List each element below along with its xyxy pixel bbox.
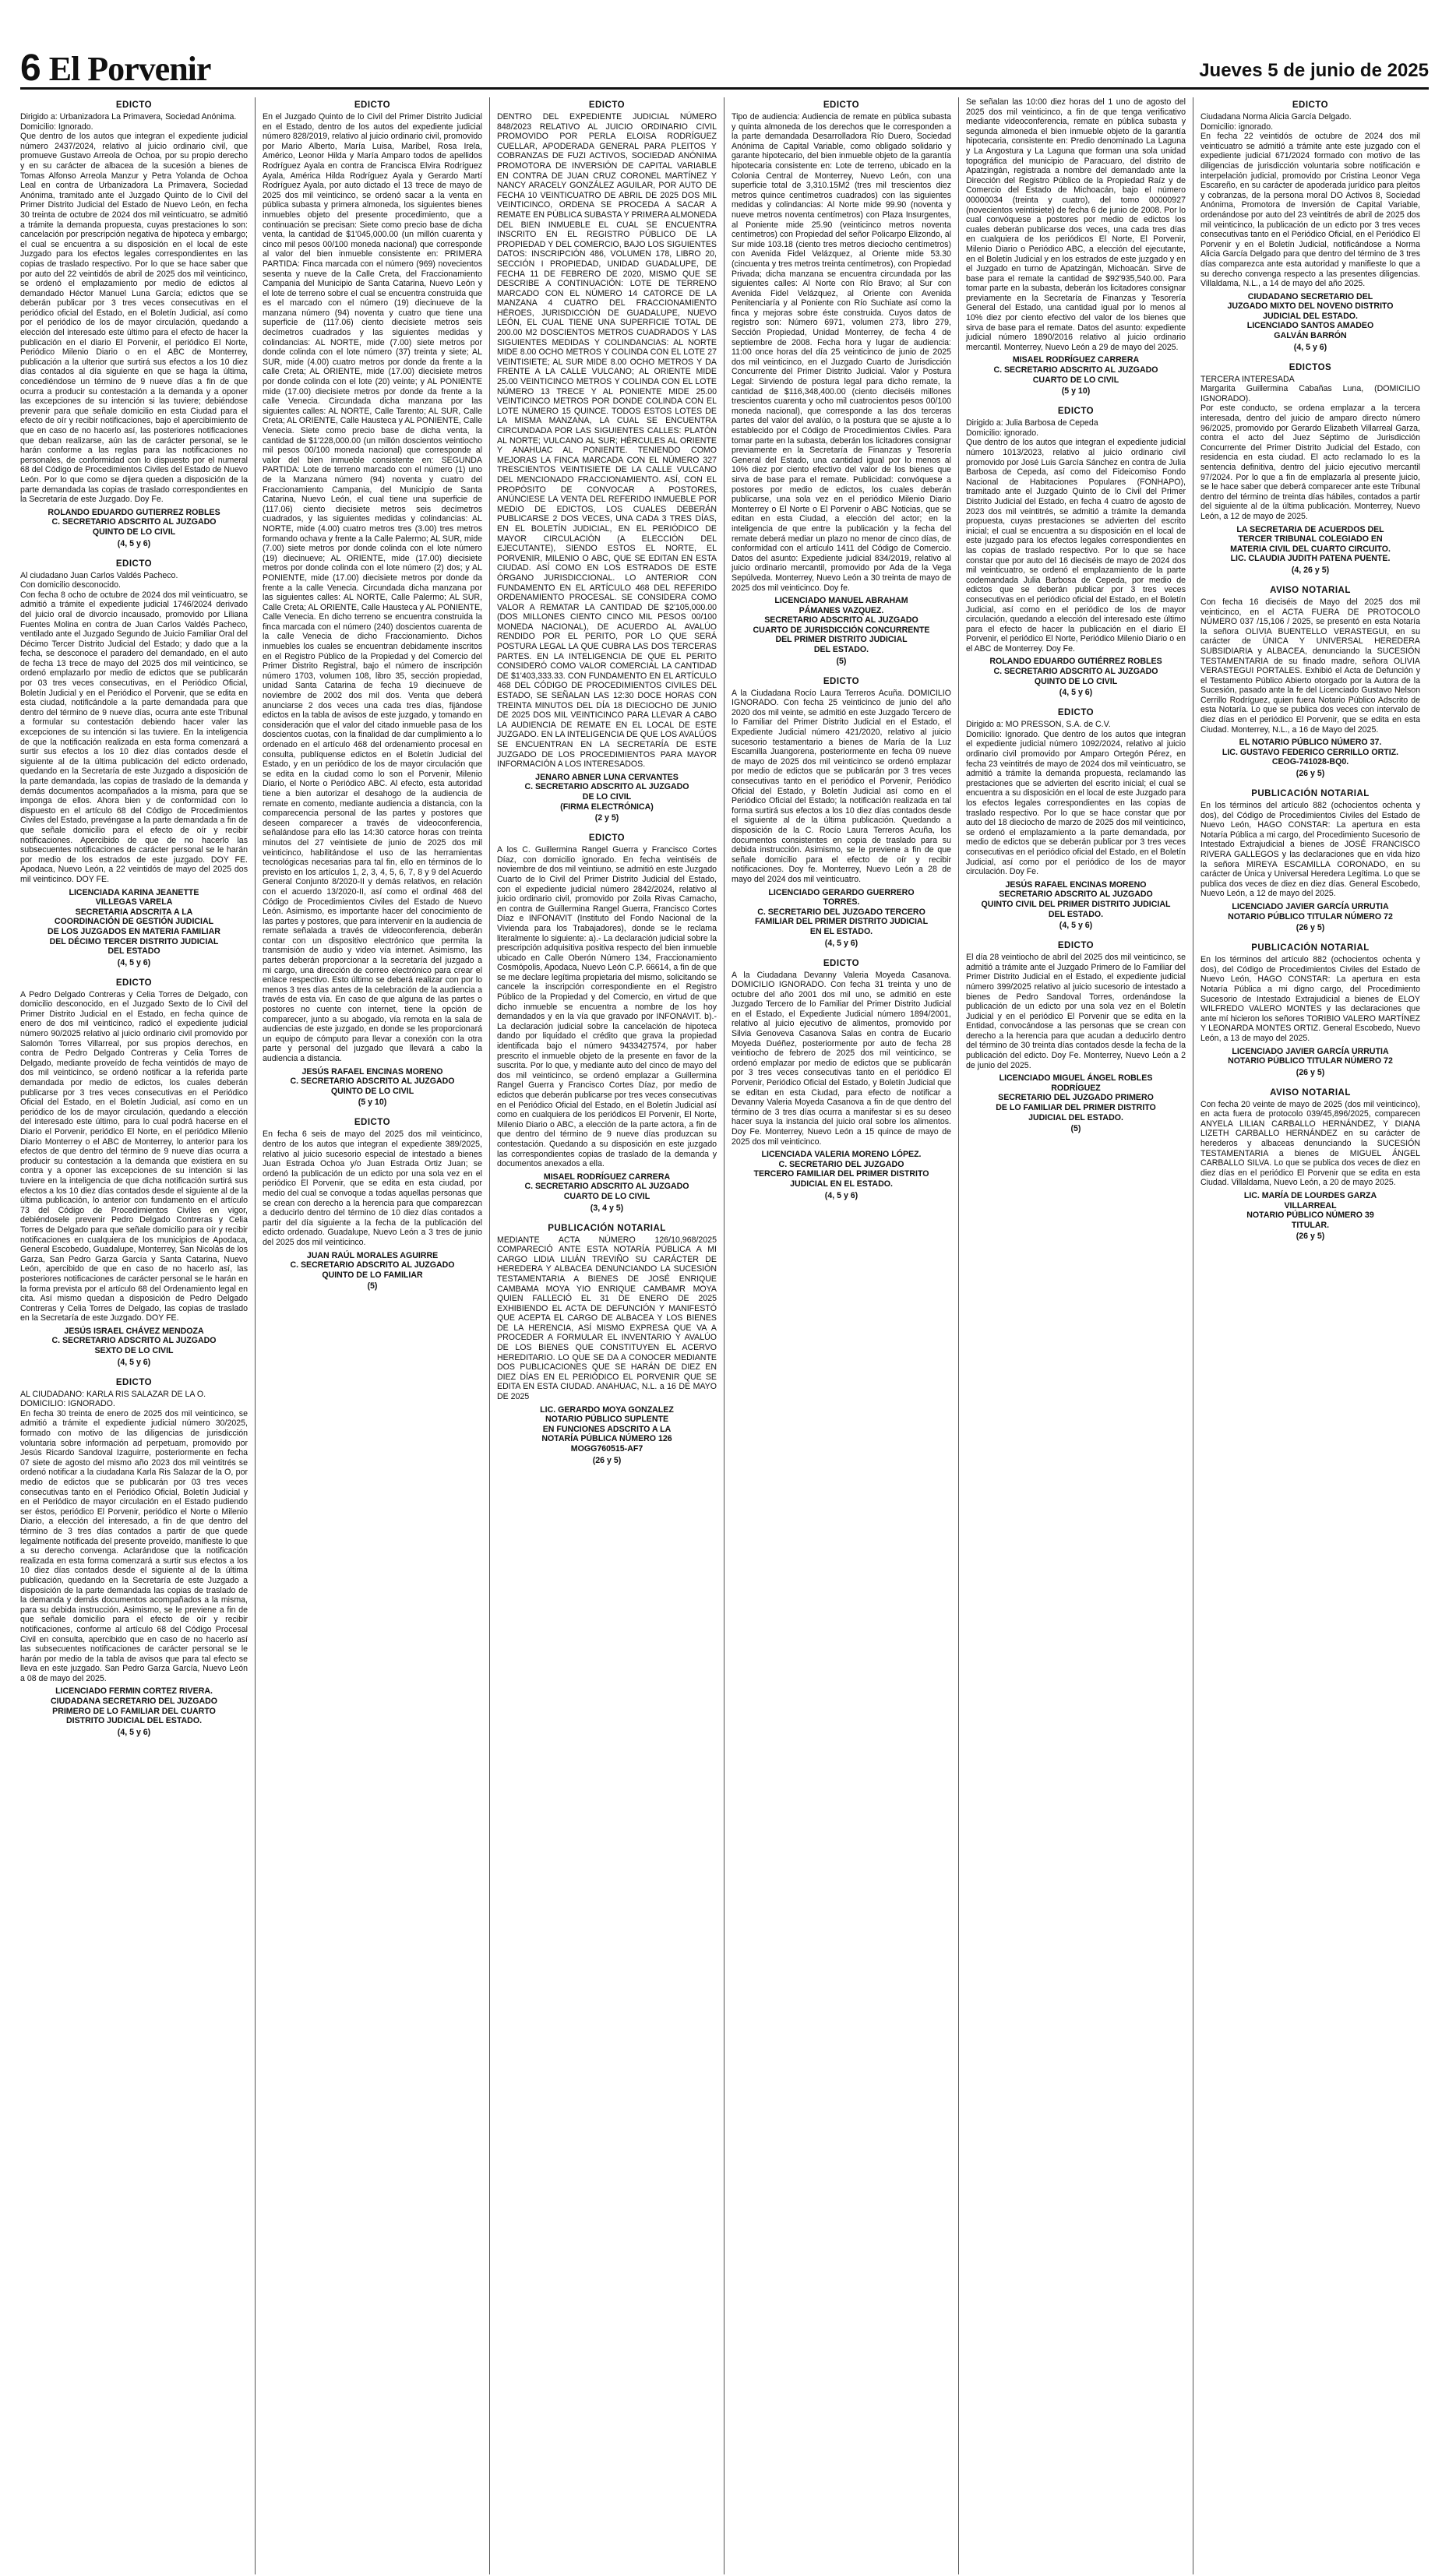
legal-notice [1200,943,1420,1077]
legal-notice [497,1224,717,1465]
legal-notice [966,708,1186,930]
notice-title: EDICTO [823,100,860,110]
notice-body: En los términos del artículo 882 (ochocientos ochenta y dos), del Código de Procedimientos Civiles del Estado de Nuevo León, HAGO CONSTAR: La apertura en esta Notaría Pública a mi digno cargo, del Procedimiento Sucesorio de Intestado Extrajudicial a bienes de ELOY WILFREDO VALERO MONTES y las declaraciones que ante mí hicieron los señores TORIBIO VALERO MARTÍNEZ Y LEONARDA MONTES ORTIZ. General Escobedo, Nuevo León, a 13 de mayo del 2025. [1200,955,1420,1043]
notice-title: EDICTO [354,100,391,110]
notice-column [255,97,489,2574]
notice-publication-ref: (3, 4 y 5) [590,1203,624,1213]
notice-signature: LIC. GERARDO MOYA GONZALEZ NOTARIO PÚBLICO SUPLENTE EN FUNCIONES ADSCRITO A LA NOTARÍA PÚBLICA NÚMERO 126 MOGG760515-AF7 [540,1404,674,1454]
legal-notice [20,1378,248,1737]
legal-notice [1200,363,1420,575]
notice-column [724,97,958,2574]
notice-signature: LICENCIADO GERARDO GUERRERO TORRES. C. SECRETARIO DEL JUZGADO TERCERO FAMILIAR DEL PRIMER DISTRITO JUDICIAL EN EL ESTADO. [754,887,929,936]
notice-body: A la Ciudadana Rocío Laura Terreros Acuña. DOMICILIO IGNORADO. Con fecha 25 veinticinco de junio del año 2020 dos mil veinte, se admitió en este Juzgado Tercero de lo Familiar del Primer Distrito Judicial en el Estado, el Expediente Judicial número 421/2020, relativo al juicio sucesorio testamentario a bienes de María de la Luz Escamilla Juangorena, posteriormente en fecha 09 nueve de mayo de 2025 dos mil veinticinco se ordenó emplazar por medio de edictos que se publicarán por 3 tres veces consecutivas tanto en el periódico el Porvenir, Periódico Oficial del Estado, y Boletín Judicial así como en el Periódico Oficial del Estado; la notificación realizada en tal forma surtirá sus efectos a los 10 diez días contados desde el siguiente al de la última publicación. Quedando a disposición de la C. Rocío Laura Terreros Acuña, los documentos consistentes en copia de traslado para su debida instrucción. Asimismo, se le previene a fin de que señale domicilio para el efecto de oír y recibir notificaciones. Doy fe. Monterrey, Nuevo León a 28 de mayo del 2024 dos mil veinticuatro. [732,688,951,884]
legal-notice [20,559,248,967]
notice-signature: MISAEL RODRÍGUEZ CARRERA C. SECRETARIO ADSCRITO AL JUZGADO CUARTO DE LO CIVIL [524,1172,689,1201]
notice-body: Tipo de audiencia: Audiencia de remate en pública subasta y quinta almoneda de los derechos que le corresponden a la parte demandada Desarrolladora Río Duero, Sociedad Anónima de Capital Variable, como obligado solidario y garante hipotecario, del bien inmueble objeto de la garantía hipotecaria consistente en: Lote de terreno, ubicado en la Colonia Central de Monterrey, Nuevo León, con una superficie total de 3,310.15M2 (tres mil trescientos diez metros quince centímetros cuadrados) con las siguientes medidas y colindancias: Al Norte mide 99.90 (noventa y nueve metros noventa centímetros) con Plaza Insurgentes, al Poniente mide 25.90 (veinticinco metros noventa centímetros) con Propiedad del señor Policarpo Elizondo, al Sur mide 103.18 (ciento tres metros dieciocho centímetros) con Avenida Fidel Velázquez, al Oriente mide 53.30 (cincuenta y tres metros treinta centímetros), con Propiedad Privada; dicha manzana se encuentra circundada por las siguientes calles: Al Norte con Río Bravo; al Sur con Avenida Fidel Velázquez, al Oriente con Avenida Penitenciaría y al Poniente con Río Suchiate así como la finca y mejoras sobre éste construida. Cuyos datos de registro son: Número 6971, volumen 273, libro 279, Sección Propiedad, Unidad Monterrey, de fecha 4 de septiembre de 2008. Fecha hora y lugar de audiencia: 11:00 once horas del día 25 veinticinco de junio de 2025 dos mil veinticinco, en el Juzgado Cuarto de Jurisdicción Concurrente del Primer Distrito Judicial. Valor y Postura Legal: Sirviendo de postura legal para dicho remate, la cantidad de $116,348,400.00 (ciento dieciséis millones trescientos cuarenta y ocho mil cuatrocientos pesos 00/100 moneda nacional), que corresponde a las dos terceras partes del valor del avalúo, o la postura que se ajuste a lo establecido por el Código de Procedimientos Civiles. Para tomar parte en la subasta, deberán los licitadores consignar previamente en la Secretaría de Finanzas y Tesorería General del Estado, una cantidad igual por lo menos al 10% diez por ciento efectivo del valor de los bienes que sirva de base para el remate. Publicidad: convóquese a postores por medio de edictos, los cuales deberán publicarse, una sola vez en el periódico Milenio Diario Monterrey o El Norte o El Porvenir o ABC Noticias, que se editan en esta Ciudad, a elección del actor; en la inteligencia de que entre la publicación y la fecha del remate deberá mediar un plazo no menor de cinco días, de conformidad con el artículo 1411 del Código de Comercio. Datos del asunto: Expediente judicial 834/2019, relativo al juicio ordinario mercantil, promovido por Ada de la Vega Sepúlveda. Monterrey, Nuevo León a 30 treinta de mayo de 2025 dos mil veinticinco. Doy fe. [732,112,951,593]
notice-signature: JUAN RAÚL MORALES AGUIRRE C. SECRETARIO ADSCRITO AL JUZGADO QUINTO DE LO FAMILIAR [290,1250,455,1280]
notice-title: AVISO NOTARIAL [1270,1087,1351,1098]
legal-notice [497,833,717,1212]
legal-notice [732,677,951,948]
notice-title: AVISO NOTARIAL [1270,585,1351,595]
newspaper-logo: El Porvenir [48,50,211,88]
legal-notice [966,941,1186,1133]
notice-body: Se señalan las 10:00 diez horas del 1 uno de agosto del 2025 dos mil veinticinco, a fin de que tenga verificativo mediante videoconferencia, remate en pública subasta y segunda almoneda el bien inmueble objeto de la garantía hipotecaria, consistente en: Predio denominado La Laguna y La Angostura y La Laguna que forman una sola unidad topográfica del municipio de Paracuaro, del distrito de Apatzingán, registrada a nombre del demandado ante la Dirección del Registro Público de la Propiedad Raíz y de Comercio del Estado de Michoacán, bajo el número 00000034 (treinta y cuatro), del tomo 00000927 (novecientos veintisiete) de fecha 6 de junio de 2008. Por lo cual convóquese a postores por medio de edictos los cuales deberán publicarse dos veces, una cada tres días en cualquiera de los periódicos El Norte, El Porvenir, Milenio Diario o Periódico ABC, a elección del ejecutante, en el Boletín Judicial y en los estrados de este juzgado y en el Juzgado en turno de Apatzingán, Michoacán. Sirve de base para el remate la cantidad de $92'935,540.00. Para tomar parte en la subasta, deberán los licitadores consignar previamente en la Secretaría de Finanzas y Tesorería General del Estado, una cantidad igual por lo menos al 10% diez por ciento efectivo del valor de los bienes que sirva de base para el remate. Datos del asunto: expediente judicial número 1890/2016 relativo al juicio ordinario mercantil. Monterrey, Nuevo León a 29 de mayo del 2025. [966,97,1186,352]
notice-signature: JESÚS RAFAEL ENCINAS MORENO SECRETARIO ADSCRITO AL JUZGADO QUINTO CIVIL DEL PRIMER DISTRITO JUDICIAL DEL ESTADO. [981,879,1171,919]
notice-signature: CIUDADANO SECRETARIO DEL JUZGADO MIXTO DEL NOVENO DISTRITO JUDICIAL DEL ESTADO. LICENCIADO SANTOS AMADEO GALVÁN BARRÓN [1227,291,1394,341]
notice-body: Con fecha 16 dieciséis de Mayo del 2025 dos mil veinticinco, en el ACTA FUERA DE PROTOCOLO NÚMERO 037 /15,106 / 2025, se presentó en esta Notaría la señora OLIVIA BUENTELLO VERASTEGUI, en su carácter de ÚNICA Y UNIVERSAL HEREDERA SUBSIDIARIA y ALBACEA, denunciando la SUCESIÓN TESTAMENTARIA de su finado madre, señora OLIVIA VERASTEGUI PORTALES. Exhibió el Acta de Defunción y el Testamento Público Abierto otorgado por la Autora de la Sucesión, pasado ante la fe del Licenciado Gustavo Nelson Cerrillo Rodríguez, quien fuera Notario Público Adscrito de esta Notaría. Lo que se publica dos veces con intervalo de diez días en el periódico El Porvenir, que se edita en esta Ciudad. Monterrey, N.L., a 16 de Mayo del 2025. [1200,597,1420,735]
notice-signature: EL NOTARIO PÚBLICO NÚMERO 37. LIC. GUSTAVO FEDERICO CERRILLO ORTIZ. CEOG-741028-BQ0. [1222,738,1399,767]
notice-title: PUBLICACIÓN NOTARIAL [1251,789,1370,799]
notice-body: Dirigido a: MO PRESSON, S.A. de C.V. Domicilio: Ignorado. Que dentro de los autos que integran el expediente judicial número 1092/2024, relativo al juicio ordinario civil promovido por Amparo Ortegón Pérez, en fecha 23 veintitrés de mayo de 2024 dos mil veinticuatro, se admitió a trámite la demanda propuesta, reclamando las prestaciones que se advierten del escrito inicial; el cual se encuentra a su disposición en el local de este Juzgado para los efectos legales correspondientes en las copias de traslado respectivo. Por lo que se hace constar que por auto del 18 dieciocho de marzo de 2025 dos mil veinticinco, se ordenó el emplazamiento a la parte demandada, por medio de edictos que se deberán publicar por 3 tres veces consecutivas en el periódico oficial del Estado, en el Boletín Judicial, así como por el periódico de los de mayor circulación. Doy Fe. [966,720,1186,877]
notice-body: TERCERA INTERESADA Margarita Guillermina Cabañas Luna, (DOMICILIO IGNORADO). Por este conducto, se ordena emplazar a la tercera interesada, dentro del juicio de amparo directo número 96/2025, promovido por Gerardo Elizabeth Villarreal Garza, contra el acto del Juez Séptimo de Jurisdicción Concurrente del Primer Distrito Judicial del Estado, con residencia en esta ciudad. El acto reclamado lo es la sentencia definitiva, dentro del juicio ejecutivo mercantil 97/2024. Por lo que a fin de emplazarla al presente juicio, se le hace saber que deberá comparecer ante este Tribunal dentro del término de treinta días hábiles, contados a partir del siguiente al de la última publicación. Monterrey, Nuevo León, a 12 de mayo de 2025. [1200,374,1420,521]
notice-publication-ref: (5 y 10) [358,1098,387,1108]
notice-title: EDICTO [1057,407,1095,417]
notice-title: EDICTO [354,1118,391,1128]
notice-publication-ref: (26 y 5) [592,1455,622,1465]
notice-title: EDICTO [1057,941,1095,951]
legal-notice [966,97,1186,396]
notice-title: EDICTO [115,978,153,988]
notice-title: EDICTO [115,559,153,569]
masthead-left [20,50,210,87]
notice-title: EDICTO [115,1377,153,1387]
notice-signature: LICENCIADO MIGUEL ÁNGEL ROBLES RODRÍGUEZ SECRETARIO DEL JUZGADO PRIMERO DE LO FAMILIAR DEL PRIMER DISTRITO JUDICIAL DEL ESTADO. [996,1073,1156,1122]
issue-date: Jueves 5 de junio de 2025 [1199,60,1429,81]
notice-title: EDICTO [1292,100,1329,110]
notice-column [958,97,1193,2574]
notice-signature: LICENCIADA VALERIA MORENO LÓPEZ. C. SECRETARIO DEL JUZGADO TERCERO FAMILIAR DEL PRIMER DISTRITO JUDICIAL EN EL ESTADO. [753,1150,929,1189]
notice-body: En fecha 6 seis de mayo del 2025 dos mil veinticinco, dentro de los autos que integran el expediente 389/2025, relativo al juicio sucesorio especial de intestado a bienes Juan Estrada Ochoa y/o Juan Estrada Ortiz Juan; se ordenó la publicación de un edicto por una sola vez en el periódico El Porvenir, que se edita en esta ciudad, por medio del cual se convoque a todas aquellas personas que se crean con derecho a la herencia para que comparezcan a deducirlo dentro del término de 10 diez días contados a partir del día siguiente a la fecha de la publicación del edicto ordenado. Guadalupe, Nuevo León a 3 tres de junio del 2025 dos mil veinticinco. [263,1129,482,1247]
notice-publication-ref: (5 y 10) [1061,386,1091,396]
notice-signature: MISAEL RODRÍGUEZ CARRERA C. SECRETARIO ADSCRITO AL JUZGADO CUARTO DE LO CIVIL [993,355,1158,385]
legal-notice [966,407,1186,697]
notice-publication-ref: (4, 5 y 6) [1059,688,1093,698]
notice-body: A Pedro Delgado Contreras y Celia Torres de Delgado, con domicilio desconocido, en el Juzgado Sexto de lo Civil del Primer Distrito Judicial en el Estado, en fecha quince de enero de dos mil veinticinco, radicó el expediente judicial número 90/2025 relativo al juicio ordinario civil promovido por Salomón Torres Villarreal, por sus propios derechos, en contra de Pedro Delgado Contreras y Celia Torres de Delgado, mediante proveído de fecha veintidós de mayo de dos mil veinticinco, se ordenó notificar a la referida parte demandada por medio de edictos, los cuales deberán publicarse por 3 tres veces consecutivas en el Periódico Oficial del Estado, en el Boletín Judicial, así como en un periódico de los de mayor circulación, quedando a elección del interesado este último, para lo cual podrá hacerse en el Diario el Porvenir, periódico El Norte, en el periódico Milenio Diario Monterrey o el ABC de Monterrey, lo anterior para los efectos de que dentro del término de 9 nueve días ocurra a producir su contestación a la demanda que existiera en su contra y a oponer las excepciones de su intención si las tuviere en la inteligencia de que dicha notificación surtirá sus efectos a los 10 diez días contados desde el siguiente al de la última publicación, lo anterior con fundamento en el artículo 73 del Código de Procedimientos Civiles en vigor, debiéndosele prevenir Pedro Delgado Contreras y Celia Torres de Delgado para que señale domicilio para oír y recibir notificaciones en cualquiera de los municipios de Apodaca, General Escobedo, Guadalupe, Monterrey, San Nicolás de los Garza, San Pedro Garza García y Santa Catarina, Nuevo León, apercibido de que en caso de no hacerlo así, las posteriores notificaciones de carácter personal se le harán en la forma prevista por el artículo 68 del Ordenamiento legal en cita. Así mismo quedan a disposición de Pedro Delgado Contreras y Celia Torres de Delgado, las copias de traslado en la Secretaría de este Juzgado. DOY FE. [20,989,248,1323]
notice-publication-ref: (4, 5 y 6) [117,957,151,967]
legal-notice [1200,100,1420,352]
notice-publication-ref: (26 y 5) [1296,1067,1325,1077]
page-number: 6 [20,48,41,89]
notice-publication-ref: (26 y 5) [1296,923,1325,933]
notice-column [1193,97,1427,2574]
notice-body: En el Juzgado Quinto de lo Civil del Primer Distrito Judicial en el Estado, dentro de los autos del expediente judicial número 828/2019, relativo al juicio ordinario civil, promovido por Mario Alberto, María Luisa, Maribel, Rosa Irela, Américo, Leonor Hilda y María Amparo todos de apellidos Rodríguez Ayala en contra de Francisca Elvira Rodríguez Ayala, América Hilda Rodríguez Ayala y Gerardo Martí Rodríguez Ayala, por auto dictado el 13 trece de mayo de 2025 dos mil veinticinco, se ordenó sacar a la venta en pública subasta y primera almoneda, los siguientes bienes inmuebles objeto del presente procedimiento, que a continuación se precisan: Siete como precio base de dicha venta, la cantidad de $1'045,000.00 (un millón cuarenta y cinco mil pesos 00/100 moneda nacional) que corresponde al valor del bien inmueble consistente en: PRIMERA PARTIDA: Finca marcada con el número (969) novecientos sesenta y nueve de la Calle Creta, del Fraccionamiento Campania del Municipio de Santa Catarina, Nuevo León y el lote de terreno sobre el cual se encuentra construida que es el marcado con el número (19) diecinueve de la manzana número (94) noventa y cuatro que tiene una superficie de (117.06) ciento diecisiete metros seis decímetros cuadrados y las siguientes medidas y colindancias: AL NORTE, mide (7.00) siete metros por donde colinda con el lote número (37) treinta y siete; AL SUR, mide (4.00) cuatro metros por donde da frente a la calle Creta; AL ORIENTE, mide (17.00) diecisiete metros por donde colinda con el lote (20) veinte; y AL PONIENTE mide (17.00) diecisiete metros por donde da frente a la calle Venecia. Circundada dicha manzana por las siguientes calles: AL NORTE, Calle Tarento; AL SUR, Calle Creta; AL ORIENTE, Calle Hausteca y AL PONIENTE, Calle Venecia. Siete como precio base de dicha venta, la cantidad de $1'228,000.00 (un millón doscientos veintiocho mil pesos 00/100 moneda nacional) que corresponde al valor del bien inmueble consistente en: SEGUNDA PARTIDA: Lote de terreno marcado con el número (1) uno de la Manzana número (94) noventa y cuatro del Fraccionamiento Campania, del Municipio de Santa Catarina, Nuevo León, el cual tiene una superficie de (117.06) ciento diecisiete metros seis decímetros cuadrados, y las siguientes medidas y colindancias: AL NORTE, mide (4.00) cuatro metros tres (3.00) tres metros formando ochava y frente a la Calle Palermo; AL SUR, mide (7.00) siete metros por donde colinda con el lote número (19) diecinueve; AL ORIENTE, mide (17.00) diecisiete metros por donde colinda con el lote número (2) dos; y AL PONIENTE, mide (17.00) diecisiete metros por donde da frente a la calle Venecia. Circundada dicha manzana por las siguientes calles: AL NORTE, Calle Palermo; AL SUR, Calle Creta; AL ORIENTE, Calle Hausteca y AL PONIENTE, Calle Venecia. En dicho terreno se encuentra construida la finca marcada con el número (240) doscientos cuarenta de la calle Venecia de dicho Fraccionamiento. Dichos inmuebles los cuales se encuentran debidamente inscritos en el Registro Público de la Propiedad y del Comercio del Primer Distrito Registral, bajo el número de inscripción número 1703, volumen 108, libro 35, sección propiedad, unidad Santa Catarina de fecha 19 diecinueve de noviembre de 2002 dos mil dos. Venta que deberá anunciarse 2 dos veces una cada tres días, fijándose edictos en la tabla de avisos de este juzgado, y tomando en consideración que el valor del citado inmueble pasa de los doscientos cuotas, con la finalidad de dar cumplimiento a lo ordenado en el artículo 468 del ordenamiento procesal en consulta, publíquense edictos en el Boletín Judicial del Estado, y en un periódico de los de mayor circulación que se edita en la ciudad como lo son el Porvenir, Milenio Diario, el Norte o Periódico ABC. Al efecto, esta autoridad tiene a bien autorizar el desahogo de la audiencia de remate en comento, mediante audiencia a distancia, con la comparecencia personal de las partes y postores que deseen comparecer a través de videoconferencia, señalándose para ello las 14:30 catorce horas con treinta minutos del 27 veintisiete de junio de 2025 dos mil veinticinco, habilitándose el uso de las herramientas tecnológicas necesarias para tal fin, ello en términos de lo previsto en los artículos 1, 2, 3, 4, 5, 6, 7, 8 y 9 del Acuerdo General Conjunto 8/2020-II y demás relativos, en relación con el acuerdo 13/2020-II, así como el ordinal 468 del Código de Procedimientos Civiles del Estado de Nuevo León. Asimismo, es importante hacer del conocimiento de las partes y postores, que para intervenir en la audiencia de remate señalada a través de videoconferencia, deberán contar con un dispositivo electrónico que permita la transmisión de audio y video vía internet. Asimismo, las partes deberán proporcionar a la secretaría del juzgado a mi cargo, una dirección de correo electrónico para crear el enlace respectivo. Esto último se deberá realizar con por lo menos 3 tres días antes de la celebración de la audiencia a través de esta vía. En caso de que alguna de las partes o postores no cuente con internet, tiene la opción de comparecer, junto a su abogado, vía remota en la sala de audiencias de este juzgado, en donde se les proporcionará un equipo de cómputo para llevar a conexión con la otra parte y personal del juzgado que llevará a cabo la audiencia a distancia. [263,112,482,1063]
notice-body: AL CIUDADANO: KARLA RIS SALAZAR DE LA O. DOMICILIO: IGNORADO. En fecha 30 treinta de enero de 2025 dos mil veinticinco, se admitió a trámite el expediente judicial número 30/2025, formado con motivo de las diligencias de jurisdicción voluntaria sobre información ad perpetuam, promovido por Jesús Ricardo Sandoval Izaguirre, posteriormente en fecha 07 siete de agosto del mismo año 2023 dos mil veintitrés se ordenó notificar a la ciudadana Karla Ris Salazar de la O, por medio de edictos que se publicarán por 03 tres veces consecutivas tanto en el Periódico Oficial, Boletín Judicial y en el Periódico de mayor circulación en el Estado pudiendo ser éstos, periódico El Porvenir, periódico el Norte o Milenio Diario, a elección del interesado, a fin de que dentro del término de 3 tres días contados a partir de que quede legalmente notificada del presente proveído, manifieste lo que a su derecho convenga. Aclarándose que la notificación realizada en esta forma comenzará a surtir sus efectos a los 10 diez días contados desde el siguiente al de la última publicación, quedando en la Secretaría de este Juzgado a disposición de la parte demandada las copias de traslado de la demanda y demás documentos acompañados a la misma, para su debida instrucción. Asimismo, se le previene a fin de que señale domicilio para el efecto de oír y recibir notificaciones, conforme al artículo 68 del Código Procesal Civil en consulta, apercibido que en caso de no hacerlo así las subsecuentes notificaciones de carácter personal se le harán por medio de la tabla de avisos que para tal efecto se lleva en este juzgado. San Pedro Garza García, Nuevo León a 08 de mayo del 2025. [20,1389,248,1683]
notice-title: PUBLICACIÓN NOTARIAL [548,1223,666,1233]
notice-title: EDICTO [588,833,626,844]
notice-publication-ref: (4, 5 y 6) [117,538,151,548]
notice-body: DENTRO DEL EXPEDIENTE JUDICIAL NÚMERO 848/2023 RELATIVO AL JUICIO ORDINARIO CIVIL PROMOVIDO POR PERLA ELOISA RODRÍGUEZ CUELLAR, APODERADA GENERAL PARA PLEITOS Y COBRANZAS DE FUZI ACTIVOS, SOCIEDAD ANÓNIMA PROMOTORA DE INVERSIÓN DE CAPITAL VARIABLE EN CONTRA DE JUAN CRUZ CORONEL MARTÍNEZ Y NANCY ARACELY GONZÁLEZ AGUILAR, POR AUTO DE FECHA 10 VEINTICUATRO DE ABRIL DE 2025 DOS MIL VEINTICINCO, ORDENA SE PROCEDA A SACAR A REMATE EN PÚBLICA SUBASTA Y PRIMERA ALMONEDA DEL BIEN INMUEBLE EL CUAL SE ENCUENTRA INSCRITO EN EL REGISTRO PÚBLICO DE LA PROPIEDAD Y DEL COMERCIO, BAJO LOS SIGUIENTES DATOS: INSCRIPCIÓN 486, VOLUMEN 178, LIBRO 20, SECCIÓN I PROPIEDAD, UNIDAD GUADALUPE, DE FECHA 11 DE FEBRERO DE 2020, MISMO QUE SE DESCRIBE A CONTINUACIÓN: LOTE DE TERRENO MARCADO CON EL NÚMERO 14 CATORCE DE LA MANZANA 4 CUATRO DEL FRACCIONAMIENTO HÉROES, JURISDICCIÓN DE GUADALUPE, NUEVO LEÓN, EL CUAL TIENE UNA SUPERFICIE TOTAL DE 200.00 M2 DOSCIENTOS METROS CUADRADOS Y LAS SIGUIENTES MEDIDAS Y COLINDANCIAS: AL NORTE MIDE 8.00 OCHO METROS Y COLINDA CON EL LOTE 27 VEINTISIETE; AL SUR MIDE 8.00 OCHO METROS Y DA FRENTE A LA CALLE VULCANO; AL ORIENTE MIDE 25.00 VEINTICINCO METROS Y COLINDA CON EL LOTE NÚMERO 13 TRECE Y AL PONIENTE MIDE 25.00 VEINTICINCO METROS POR DONDE COLINDA CON EL LOTE NÚMERO 15 QUINCE. TODOS ESTOS LOTES DE LA MISMA MANZANA, LA CUAL SE ENCUENTRA CIRCUNDADA POR LAS SIGUIENTES CALLES: PLATÓN AL NORTE; VULCANO AL SUR; HÉRCULES AL ORIENTE Y ANAHUAC AL PONIENTE. TENIENDO COMO MEJORAS LA FINCA MARCADA CON EL NÚMERO 327 TRESCIENTOS VEINTISIETE DE LA CALLE VULCANO DEL MENCIONADO FRACCIONAMIENTO. ASÍ, CON EL PROPÓSITO DE CONVOCAR A POSTORES, ANÚNCIESE LA VENTA DEL REFERIDO INMUEBLE POR MEDIO DE EDICTOS, LOS CUALES DEBERÁN PUBLICARSE 2 DOS VECES, UNA CADA 3 TRES DÍAS, EN EL BOLETÍN JUDICIAL, EN EL PERIÓDICO DE MAYOR CIRCULACIÓN (A ELECCIÓN DEL EJECUTANTE), SIENDO ESTOS EL NORTE, EL PORVENIR, MILENIO O ABC, QUE SE EDITAN EN ESTA CIUDAD. ASÍ COMO EN LOS ESTRADOS DE ESTE ÓRGANO JURISDICCIONAL. LO ANTERIOR CON FUNDAMENTO EN EL ARTÍCULO 468 DEL REFERIDO ORDENAMIENTO PROCESAL. SE CONSIDERA COMO VALOR A REMATAR LA CANTIDAD DE $2'105,000.00 (DOS MILLONES CIENTO CINCO MIL PESOS 00/100 MONEDA NACIONAL), DE ACUERDO AL AVALÚO RENDIDO POR EL PERITO, POR LO QUE SERÁ POSTURA LEGAL LA QUE CUBRA LAS DOS TERCERAS PARTES. EN LA INTELIGENCIA DE QUE EL PERITO CONSIDERÓ COMO VALOR COMERCIAL LA CANTIDAD DE $1'403,333.33. CON FUNDAMENTO EN EL ARTÍCULO 468 DEL CÓDIGO DE PROCEDIMIENTOS CIVILES DEL ESTADO, SE SEÑALAN LAS 12:30 DOCE HORAS CON TREINTA MINUTOS DEL DÍA 18 DIECIOCHO DE JUNIO DE 2025 DOS MIL VEINTICINCO PARA LLEVAR A CABO LA AUDIENCIA DE REMATE EN EL LOCAL DE ESTE JUZGADO. EN LA INTELIGENCIA DE QUE LOS AVALÚOS SE ENCUENTRAN EN LA SECRETARÍA DE ESTE JUZGADO DE LOS PROCEDIMIENTOS PARA MAYOR INFORMACIÓN A LOS INTERESADOS. [497,112,717,770]
notice-publication-ref: (4, 5 y 6) [117,1727,151,1737]
notice-body: MEDIANTE ACTA NÚMERO 126/10,968/2025 COMPARECIÓ ANTE ESTA NOTARÍA PÚBLICA A MI CARGO LIDIA LILIÁN TREVIÑO SU CARÁCTER DE HEREDERA Y ALBACEA DENUNCIANDO LA SUCESIÓN TESTAMENTARIA A BIENES DE JOSÉ ENRIQUE CAMBAMA MOYA YIO ENRIQUE CAMBAMR MOYA QUIEN FALLECIÓ EL 31 DE ENERO DE 2025 EXHIBIENDO EL ACTA DE DEFUNCIÓN Y MANIFESTÓ QUE ACEPTA EL CARGO DE ALBACEA Y LOS BIENES DE LA HERENCIA, ASÍ MISMO EXPRESA QUE VA A PROCEDER A FORMULAR EL INVENTARIO Y AVALÚO DE LOS BIENES QUE CONSTITUYEN EL ACERVO HEREDITARIO. LO QUE SE DA A CONOCER MEDIANTE DOS PUBLICACIONES QUE SE HARÁN DE DIEZ EN DIEZ DÍAS EN EL PERIÓDICO EL PORVENIR QUE SE EDITA EN ESTA CIUDAD. ANAHUAC, N.L. a 16 DE MAYO DE 2025 [497,1235,717,1402]
legal-notice [1200,789,1420,932]
legal-notice [1200,1088,1420,1242]
notice-publication-ref: (4, 5 y 6) [117,1357,151,1367]
notice-body: A la Ciudadana Devanny Valeria Moyeda Casanova. DOMICILIO IGNORADO. Con fecha 31 treinta y uno de octubre del año 2001 dos mil uno, se admitió en este Juzgado Tercero de lo Familiar del Primer Distrito Judicial en el Estado, el Expediente Judicial número 1894/2001, relativo al juicio ejecutivo de alimentos, promovido por Silvia Genoveva Casanova Salas en contra de Eucario Moyeda Duéñez, posteriormente por auto de fecha 28 veintiocho de febrero de 2025 dos mil veinticinco, se ordenó emplazar por medio de edictos que se publicarán por 3 tres veces consecutivas tanto en el periódico El Porvenir, Periódico Oficial del Estado, y Boletín Judicial que se editan en esta Ciudad, para efecto de notificar a Devanny Valeria Moyeda Casanova a fin de que dentro del término de 3 tres días ocurra a manifestar si es su deseo hacer suya la instancia del juicio oral sobre los alimentos. Doy Fe. Monterrey, Nuevo León a 15 quince de mayo de 2025 dos mil veinticinco. [732,970,951,1147]
notice-publication-ref: (4, 5 y 6) [1059,921,1093,931]
notice-publication-ref: (26 y 5) [1296,769,1325,779]
legal-notices-columns [20,97,1429,2574]
notice-body: El día 28 veintiocho de abril del 2025 dos mil veinticinco, se admitió a trámite ante el Juzgado Primero de lo Familiar del Primer Distrito Judicial en el Estado, el expediente judicial número 399/2025 relativo al juicio sucesorio de intestado a bienes de Pedro Sandoval Torres, ordenándose la publicación de un edicto por una sola vez en el Boletín Judicial y en el periódico El Porvenir que se edita en la Entidad, convocándose a las personas que se crean con derecho a la herencia para que acudan a deducirlo dentro del término de 30 treinta días contados desde la fecha de la publicación del edicto. Doy Fe. Monterrey, Nuevo León a 2 de junio del 2025. [966,953,1186,1070]
notice-body: Ciudadana Norma Alicia García Delgado. Domicilio: ignorado. En fecha 22 veintidós de octubre de 2024 dos mil veinticuatro se admitió a trámite ante este juzgado con el expediente judicial 671/2024 formado con motivo de las diligencias de jurisdicción voluntaria sobre notificación e interpelación judicial, promovido por Cristina Leonor Vega Escareño, en su carácter de apoderada jurídico para pleitos y cobranzas, de la persona moral DO Activos 8, Sociedad Anónima, Promotora de Inversión de Capital Variable, ordenándose por auto del 23 veintitrés de abril de 2025 dos mil veinticinco, la publicación de un edicto por 3 tres veces consecutivas tanto en el Periódico Oficial, en el Periódico El Porvenir y en el Boletín Judicial, notificándose a Norma Alicia García Delgado para que dentro del término de 3 tres días comparezca ante esta autoridad y manifieste lo que a su derecho convenga respecto a las presentes diligencias. Villaldama, N.L., a 14 de mayo del año 2025. [1200,112,1420,289]
legal-notice [497,100,717,823]
notice-signature: ROLANDO EDUARDO GUTIERREZ ROBLES C. SECRETARIO ADSCRITO AL JUZGADO QUINTO DE LO CIVIL [48,507,220,537]
notice-column [20,97,255,2574]
notice-title: EDICTO [1057,708,1095,718]
notice-publication-ref: (26 y 5) [1296,1232,1325,1242]
legal-notice [20,978,248,1367]
legal-notice [263,1118,482,1291]
notice-signature: LICENCIADO MANUEL ABRAHAM PÁMANES VAZQUEZ. SECRETARIO ADSCRITO AL JUZGADO CUARTO DE JURISDICCIÓN CONCURRENTE DEL PRIMER DISTRITO JUDICIAL DEL ESTADO. [753,596,930,655]
notice-signature: LICENCIADO JAVIER GARCÍA URRUTIA NOTARIO PÚBLICO TITULAR NÚMERO 72 [1228,1046,1393,1066]
legal-notice [20,100,248,548]
notice-publication-ref: (5) [836,656,847,666]
notice-publication-ref: (5) [367,1281,378,1292]
legal-notice [732,100,951,666]
legal-notice [732,959,951,1200]
notice-body: En los términos del artículo 882 (ochocientos ochenta y dos), del Código de Procedimientos Civiles del Estado de Nuevo León, HAGO CONSTAR: La apertura en esta Notaría Pública a mi cargo, del Procedimiento Sucesorio de Intestado Extrajudicial a bienes de JOSÉ FRANCISCO RIVERA GALLEGOS y las declaraciones que en vida hizo la señora MIREYA ESCAMILLA CORONADO, en su carácter de Única y Universal Heredera Legítima. Lo que se publica dos veces de diez en diez días. General Escobedo, Nuevo León, a 12 de mayo del 2025. [1200,801,1420,899]
notice-column [489,97,724,2574]
notice-signature: LA SECRETARIA DE ACUERDOS DEL TERCER TRIBUNAL COLEGIADO EN MATERIA CIVIL DEL CUARTO CIRCUITO. LIC. CLAUDIA JUDITH PATENA PUENTE. [1230,524,1391,564]
notice-title: EDICTO [823,676,860,686]
notice-title: PUBLICACIÓN NOTARIAL [1251,943,1370,953]
notice-title: EDICTO [588,100,626,110]
legal-notice [1200,586,1420,778]
notice-signature: LIC. MARÍA DE LOURDES GARZA VILLARREAL NOTARIO PÚBLICO NÚMERO 39 TITULAR. [1243,1191,1377,1230]
notice-signature: LICENCIADA KARINA JEANETTE VILLEGAS VARELA SECRETARIA ADSCRITA A LA COORDINACIÓN DE GESTIÓN JUDICIAL DE LOS JUZGADOS EN MATERIA FAMILIAR DEL DÉCIMO TERCER DISTRITO JUDICIAL DEL ESTADO [48,887,220,957]
notice-body: Al ciudadano Juan Carlos Valdés Pacheco. Con domicilio desconocido. Con fecha 8 ocho de octubre de 2024 dos mil veinticuatro, se admitió a trámite el expediente judicial 1746/2024 derivado del juicio oral de divorcio incausado, promovido por Liliana Fuentes Molina en contra de Juan Carlos Valdés Pacheco, ventilado ante el Juzgado Segundo de Juicio Familiar Oral del Décimo Tercer Distrito Judicial del Estado; y dado que a la fecha, se desconoce el paradero del demandado, en el auto de fecha 13 trece de mayo del 2025 dos mil veinticinco, se ordenó emplazarlo por medio de edictos que se publicarán por 03 tres veces consecutivas, en el Periódico Oficial, Boletín Judicial y en el Periódico el Porvenir, que se edita en esta ciudad, notificándole a la parte demandada para que dentro del término de 9 nueve días, ocurra ante este Tribunal a formular su contestación debiendo hacer valer las excepciones de su intención si las tuviere. En la inteligencia de que la notificación realizada en esta forma comenzará a surtir sus efectos a los 10 diez días contados desde el siguiente al de la última publicación del edicto ordenado, quedando en la Secretaría de este Juzgado a disposición de la parte demandada, las copias de traslado de la demanda y demás documentos acompañados a la misma, para que se imponga de ellos. Ahora bien y de conformidad con lo dispuesto en el artículo 68 del Código de Procedimientos Civiles del Estado, prevéngase a la parte demandada a fin de que señale domicilio para el efecto de oír y recibir notificaciones. Apercibido de que de no hacerlo las subsecuentes notificaciones de carácter personal se le harán por medio de los estrados de este juzgado. DOY FE. Apodaca, Nuevo León, a 22 veintidós de mayo del 2025 dos mil veinticinco. DOY FE. [20,570,248,884]
notice-title: EDICTOS [1289,362,1332,372]
legal-notice [263,100,482,1107]
notice-title: EDICTO [115,100,153,110]
notice-signature: JENARO ABNER LUNA CERVANTES C. SECRETARIO ADSCRITO AL JUZGADO DE LO CIVIL (FIRMA ELECTRÓNICA) [524,772,689,812]
notice-body: A los C. Guillermina Rangel Guerra y Francisco Cortes Díaz, con domicilio ignorado. En fecha veintiséis de noviembre de dos mil veintiuno, se admitió en este Juzgado Cuarto de lo Civil del Primer Distrito Judicial del Estado, con el expediente judicial número 2842/2024, relativo al juicio ordinario civil, promovido por Zoila Rivas Camacho, en contra de Guillermina Rangel Guerra, Francisco Cortes Díaz e INFONAVIT (Instituto del Fondo Nacional de la Vivienda para los Trabajadores), donde se le reclama literalmente lo siguiente: a).- La declaración judicial sobre la prescripción adquisitiva positiva respecto del bien inmueble ubicado en Calle Oberón Número 134, Fraccionamiento Cosmópolis, Apodaca, Nuevo León C.P. 66614, a fin de que se me declare legítima propietaria del mismo, solicitando se cancele la inscripción correspondiente en el Registro Público de la Propiedad y del Comercio, en virtud de que dicho inmueble se encuentra a nombre de los hoy demandados y en la vía que gravado por INFONAVIT. b).- La declaración judicial sobre la cancelación de hipoteca dando por liquidado el crédito que grava la propiedad identificada bajo el número 9433427574, por haber prescrito el inmueble objeto de la presente en favor de la suscrita. Por lo que, y mediante auto del cinco de mayo del dos mil veinticinco, se ordenó emplazar a Guillermina Rangel Guerra y Francisco Cortes Díaz, por medio de edictos que deberán publicarse por tres veces consecutivas en el Periódico Oficial del Estado, en el Boletín Judicial así como en cualquiera de los periódicos El Porvenir, El Norte, Milenio Diario o ABC, a elección de la parte actora, a fin de que dentro del término de 9 nueve días produzcan su contestación. Quedando a su disposición en este juzgado las correspondientes copias de traslado de la demanda y documentos anexados a ella. [497,845,717,1169]
notice-title: EDICTO [823,958,860,968]
notice-signature: LICENCIADO FERMIN CORTEZ RIVERA. CIUDADANA SECRETARIO DEL JUZGADO PRIMERO DE LO FAMILIAR DEL CUARTO DISTRITO JUDICIAL DEL ESTADO. [50,1686,218,1726]
notice-publication-ref: (4, 5 y 6) [824,1190,858,1200]
notice-body: Con fecha 20 veinte de mayo de 2025 (dos mil veinticinco), en acta fuera de protocolo 039/45,896/2025, comparecen ANYELA LILIAN CARBALLO HERNÁNDEZ, Y DIANA LIZETH CARBALLO HERNÁNDEZ en su carácter de herederos y albaceas denunciando la SUCESIÓN TESTAMENTARIA a bienes de MIGUEL ÁNGEL CARBALLO SILVA. Lo que se publica dos veces de diez en diez días en el periódico El Porvenir que se edita en esta Ciudad. Villaldama, Nuevo León, a 20 de mayo 2025. [1200,1099,1420,1188]
notice-publication-ref: (4, 26 y 5) [1291,565,1330,575]
notice-publication-ref: (2 y 5) [594,813,619,823]
notice-publication-ref: (4, 5 y 6) [1293,342,1327,352]
notice-publication-ref: (4, 5 y 6) [824,938,858,948]
notice-signature: JESÚS RAFAEL ENCINAS MORENO C. SECRETARIO ADSCRITO AL JUZGADO QUINTO DE LO CIVIL [290,1066,455,1096]
masthead [20,44,1429,90]
notice-publication-ref: (5) [1070,1124,1081,1134]
notice-signature: LICENCIADO JAVIER GARCÍA URRUTIA NOTARIO PÚBLICO TITULAR NÚMERO 72 [1228,901,1393,922]
notice-signature: JESÚS ISRAEL CHÁVEZ MENDOZA C. SECRETARIO ADSCRITO AL JUZGADO SEXTO DE LO CIVIL [51,1326,217,1356]
notice-body: Dirigido a: Urbanizadora La Primavera, Sociedad Anónima. Domicilio: Ignorado. Que dentro de los autos que integran el expediente judicial número 2437/2024, relativo al juicio ordinario civil, que promueve Gustavo Arreola de Ochoa, por su propio derecho y en su carácter de albacea de la sucesión a bienes de Tomas Alfonso Arreola Manzur y Petra Yolanda de Ochoa Leal en contra de Urbanizadora La Primavera, Sociedad Anónima, tramitado ante el Juzgado Quinto de lo Civil del Primer Distrito Judicial del Estado de Nuevo León, en fecha 30 treinta de octubre de 2024 dos mil veinticuatro, se admitió a trámite la demanda propuesta, cuyas prestaciones lo son: cancelación por prescripción negativa de hipoteca y embargo; el cual se encuentra a su disposición en el local de este Juzgado para los efectos legales correspondientes en las copias de traslado respectivo. Por lo que se hace saber que por auto del 22 veintidós de abril de 2025 dos mil veinticinco, se ordenó el emplazamiento por medio de edictos al demandado Héctor Manuel Luna García; edictos que se deberán publicar por 3 tres veces consecutivas en el periódico oficial del Estado, en el Boletín Judicial, así como por el periódico de los de mayor circulación, quedando a elección del interesado este último para el efecto de hacer la publicación en el diario El Porvenir, el periódico El Norte, Periódico Milenio Diario o en el ABC de Monterrey, publicación a la ulterior que surtirá sus efectos a los 10 diez días contados al día siguiente en que se haga la última, concediéndose un término de 9 nueve días a fin de que ocurra a producir su contestación a la demanda y a oponer las excepciones de su intención si las tuviere; debiéndose prevenir para que señale domicilio en esta Ciudad para el efecto de oír y recibir notificaciones, bajo el apercibimiento de que en caso de no hacerlo así, las posteriores notificaciones que deban realizarse, aún las de carácter personal, se le harán conforme a las reglas para las notificaciones no personales, de conformidad con lo dispuesto por el numeral 68 del Código de Procedimientos Civiles del Estado de Nuevo León. Por lo que como se dijera queden a disposición de la parte demandada las copias de traslado correspondientes en la Secretaría de este Juzgado. Doy Fe. [20,112,248,505]
notice-signature: ROLANDO EDUARDO GUTIÉRREZ ROBLES C. SECRETARIO ADSCRITO AL JUZGADO QUINTO DE LO CIVIL [989,657,1162,686]
notice-body: Dirigido a: Julia Barbosa de Cepeda Domicilio: ignorado. Que dentro de los autos que integran el expediente judicial número 1013/2023, relativo al juicio ordinario civil promovido por José Luis García Sánchez en contra de Julia Barbosa de Cepeda, así como del Fideicomiso Fondo Nacional de Habitaciones Populares (FONHAPO), tramitado ante el Juzgado Quinto de lo Civil del Primer Distrito Judicial del Estado, en fecha 4 cuatro de agosto de 2023 dos mil veintitrés, se admitió a trámite la demanda propuesta, cuyas prestaciones se advierten del escrito inicial; el cual se encuentra a su disposición en el local de este juzgado para los efectos legales correspondientes en las copias de traslado respectivo. Por lo que se hace constar que por auto del 16 dieciséis de mayo de 2024 dos mil veinticuatro, se ordenó el emplazamiento de la parte codemandada Julia Barbosa de Cepeda, por medio de edictos que se deberán publicar por 3 tres veces consecutivas en el periódico oficial del Estado, en el Boletín Judicial, así como en el periódico de los de mayor circulación, quedando a elección del interesado este último para el efecto de hacer la publicación en el diario El Porvenir, el periódico El Norte, Periódico Milenio Diario o en el ABC de Monterrey. Doy Fe. [966,418,1186,654]
